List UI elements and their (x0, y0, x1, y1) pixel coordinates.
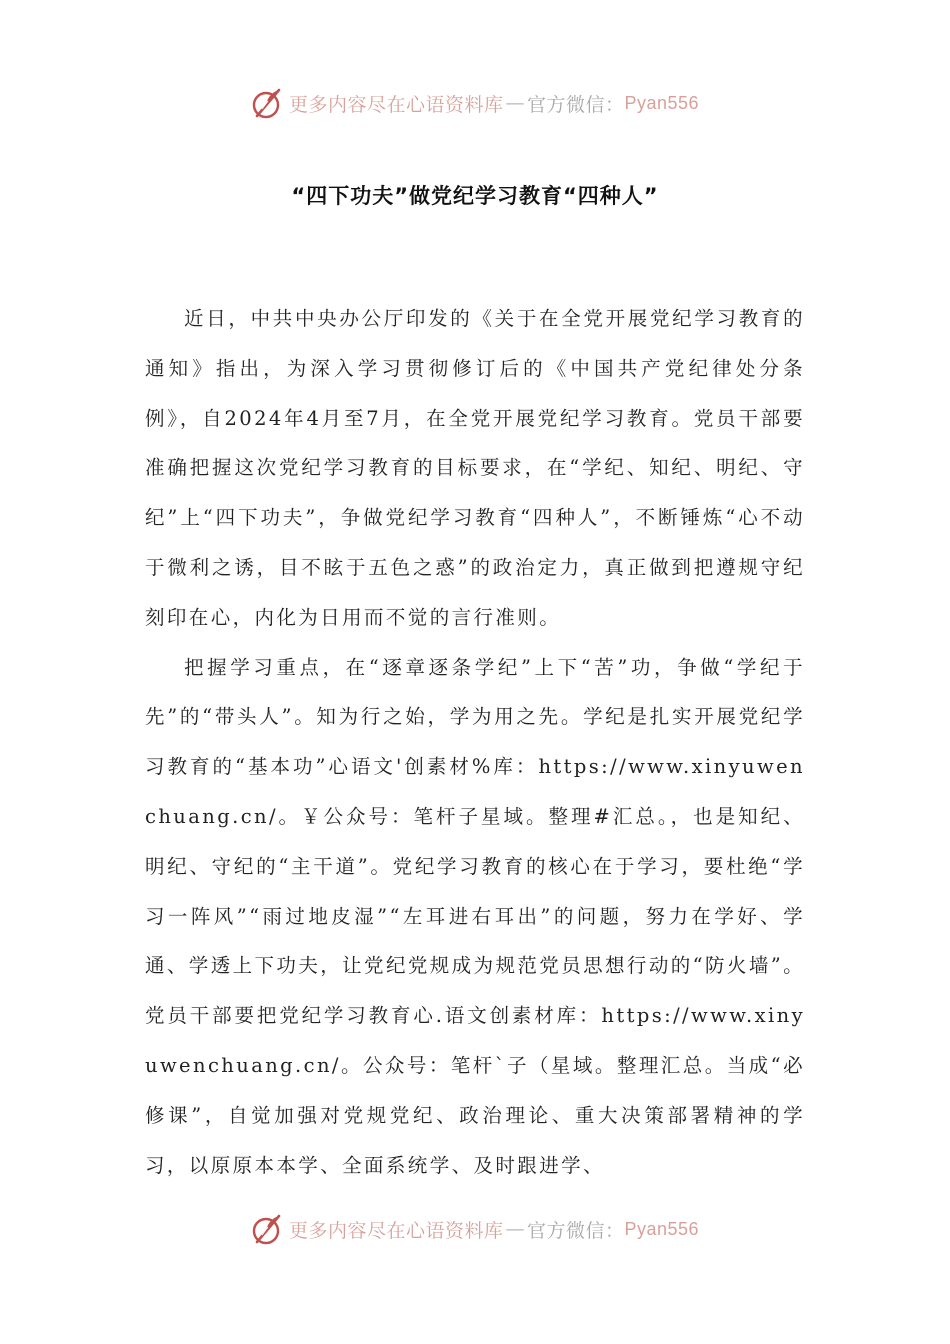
paragraph-2: 把握学习重点，在“逐章逐条学纪”上下“苦”功，争做“学纪于先”的“带头人”。知为行之始，学为用之先。学纪是扎实开展党纪学习教育的“基本功”心语文'创素材%库：https://www.xinyuwenchuang.cn/。￥公众号：笔杆子星域。整理#汇总。，也是知纪、明纪、守纪的“主干道”。党纪学习教育的核心在于学习，要杜绝“学习一阵风”“雨过地皮湿”“左耳进右耳出”的问题，努力在学好、学通、学透上下功夫，让党纪党规成为规范党员思想行动的“防火墙”。党员干部要把党纪学习教育心.语文创素材库：https://www.xinyuwenchuang.cn/。公众号：笔杆`子（星域。整理汇总。当成“必修课”，自觉加强对党规党纪、政治理论、重大决策部署精神的学习，以原原本本学、全面系统学、及时跟进学、 (145, 655, 805, 1177)
watermark-wechat-id: Pyan556 (624, 92, 700, 113)
quill-logo-icon (251, 86, 285, 120)
header-watermark (0, 86, 950, 120)
document-title: “四下功夫”做党纪学习教育“四种人” (291, 184, 659, 208)
watermark-main-text: 更多内容尽在心语资料库 (288, 93, 504, 116)
watermark-dash: — (505, 92, 525, 114)
watermark-official-label: 官方微信： (526, 93, 625, 116)
watermark-official-label: 官方微信： (526, 1219, 625, 1242)
footer-watermark (0, 1212, 950, 1246)
watermark-main-text: 更多内容尽在心语资料库 (288, 1219, 504, 1242)
paragraph-1: 近日，中共中央办公厅印发的《关于在全党开展党纪学习教育的通知》指出，为深入学习贯彻修订后的《中国共产党纪律处分条例》，自2024年4月至7月，在全党开展党纪学习教育。党员干部要准确把握这次党纪学习教育的目标要求，在“学纪、知纪、明纪、守纪”上“四下功夫”，争做党纪学习教育“四种人”，不断锤炼“心不动于微利之诱，目不眩于五色之惑”的政治定力，真正做到把遵规守纪刻印在心，内化为日用而不觉的言行准则。 (145, 307, 805, 629)
document-body (145, 294, 805, 1190)
watermark-wechat-id: Pyan556 (624, 1218, 700, 1239)
quill-logo-icon (251, 1212, 285, 1246)
watermark-dash: — (505, 1218, 525, 1240)
